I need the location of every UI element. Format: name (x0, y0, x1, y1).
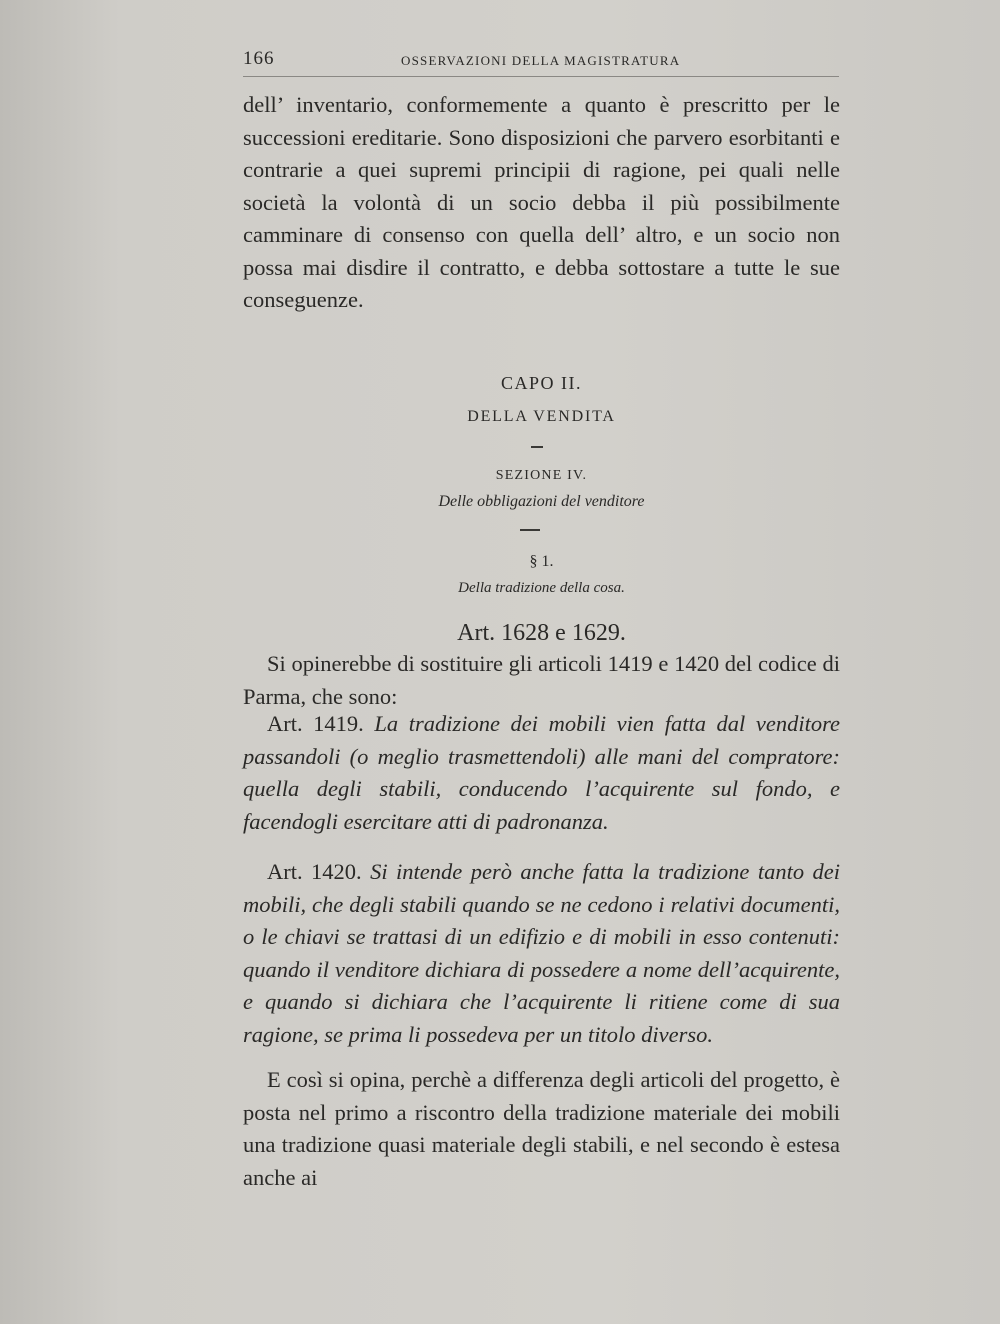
quoted-article-paragraph (243, 708, 840, 838)
article-heading: Art. 1628 e 1629. (457, 620, 626, 646)
divider-rule (531, 446, 543, 448)
article-label: Art. 1420. (267, 859, 362, 884)
chapter-number: CAPO II. (500, 373, 582, 393)
chapter-title: DELLA VENDITA (467, 408, 616, 425)
paragraph-text: dell’ inventario, conformemente a quanto è prescritto per le successioni ereditarie. Sono disposizioni che parvero esorbitanti e contrarie a quei supremi principii di ragione, pei quali nelle società la volontà di un socio debba il più possibilmente camminare di consenso con quella dell’ altro, e un socio non possa mai disdire il contratto, e debba sottostare a tutte le sue conseguenze. (243, 92, 840, 312)
section-number: SEZIONE IV. (495, 468, 588, 483)
intro-text: Si opinerebbe di sostituire gli articoli 1419 e 1420 del codice di Parma, che sono: (243, 651, 840, 709)
running-head: OSSERVAZIONI DELLA MAGISTRATURA (401, 53, 681, 68)
article-text: Si intende però anche fatta la tradizione tanto dei mobili, che degli stabili quando se ne cedono i relativi documenti, o le chiavi se trattasi di un edifizio e di mobili in esso contenuti: quando il venditore dichiara di possedere a nome dell’acquirente, e quando si dichiara che l’acquirente li ritiene come di sua ragione, se prima li possedeva per un titolo diverso. (243, 859, 841, 1047)
paragraph-continued (243, 89, 840, 317)
section-title: Delle obbligazioni del venditore (438, 493, 645, 510)
quoted-article-paragraph (243, 856, 840, 1051)
page-number: 166 (243, 48, 275, 69)
quoted-article-1419 (243, 708, 840, 838)
intro-paragraph (243, 648, 840, 713)
article-text: La tradizione dei mobili vien fatta dal venditore passandoli (o meglio trasmettendoli) alle mani del compratore: quella degli stabili, conducendo l’acquirente sul fondo, e facendogli esercitare atti di padronanza. (243, 711, 840, 834)
subsection-title: Della tradizione della cosa. (458, 580, 625, 596)
closing-text: E così si opina, perchè a differenza degli articoli del progetto, è posta nel primo a riscontro della tradizione materiale dei mobili una tradizione quasi materiale degli stabili, e nel secondo è estesa anche ai (243, 1067, 840, 1190)
quoted-article-1420 (243, 856, 840, 1051)
divider-rule (520, 529, 540, 531)
closing-paragraph (243, 1064, 840, 1194)
page-header (243, 46, 839, 77)
article-label: Art. 1419. (267, 711, 364, 736)
subsection-number: § 1. (529, 553, 554, 570)
